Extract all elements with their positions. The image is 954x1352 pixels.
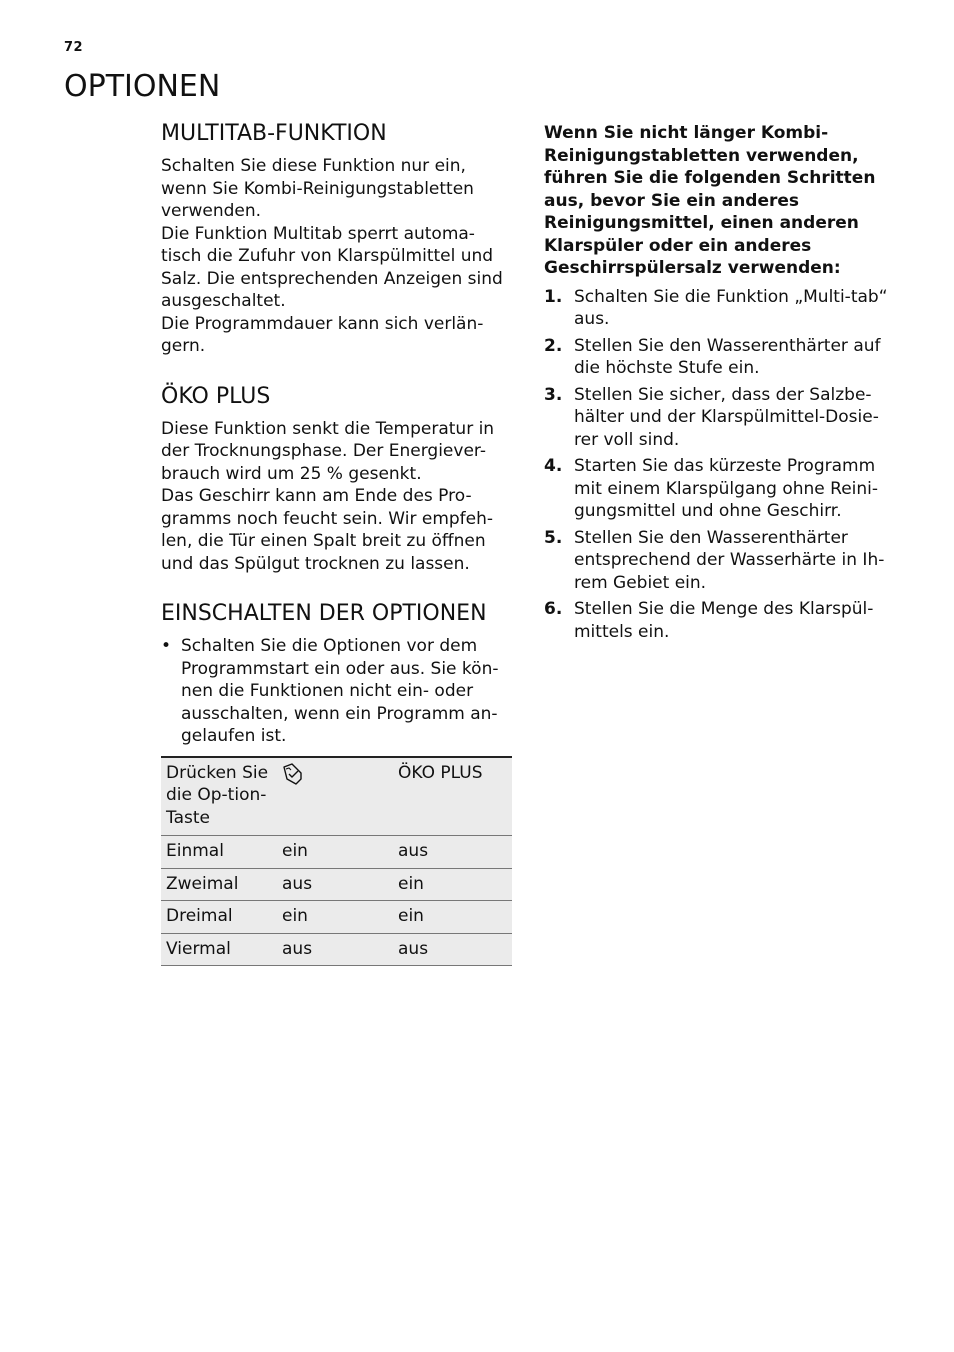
table-header-row: [161, 757, 512, 836]
options-table: [161, 756, 512, 967]
table-cell: ein: [277, 901, 393, 934]
step-number: 4.: [544, 456, 563, 476]
right-column: [544, 122, 896, 647]
table-row: [161, 933, 512, 966]
step-text: Stellen Sie den Wasserenthärter auf die höchste Stufe ein.: [574, 335, 881, 378]
table-header-cell: Drücken Sie die Op-tion-Taste: [161, 757, 277, 836]
table-cell: aus: [277, 933, 393, 966]
einschalten-list: [161, 635, 512, 748]
step-item: [544, 286, 896, 331]
table-header-cell: [277, 757, 393, 836]
table-row: [161, 868, 512, 901]
step-item: [544, 598, 896, 643]
table-row: [161, 836, 512, 869]
table-cell: ein: [277, 836, 393, 869]
step-number: 5.: [544, 527, 563, 548]
step-number: 1.: [544, 286, 563, 307]
step-item: [544, 527, 896, 595]
einschalten-section: [161, 600, 512, 966]
table-cell: Zweimal: [161, 868, 277, 901]
step-item: [544, 384, 896, 452]
step-number: 2.: [544, 335, 563, 356]
multitab-paragraph: Schalten Sie diese Funktion nur ein, wenn Sie Kombi-Reinigungstabletten verwenden.: [161, 156, 474, 221]
table-cell: Viermal: [161, 933, 277, 966]
table-cell: Einmal: [161, 836, 277, 869]
table-cell: Dreimal: [161, 901, 277, 934]
steps-list: [544, 286, 896, 644]
table-header-cell: ÖKO PLUS: [393, 757, 512, 836]
table-cell: ein: [393, 868, 512, 901]
multitab-paragraph: Die Funktion Multitab sperrt automa-tisch die Zufuhr von Klarspülmittel und Salz. Die entsprechenden Anzeigen sind ausgeschaltet.: [161, 223, 503, 311]
step-text: Stellen Sie sicher, dass der Salzbe-hälter und der Klarspülmittel-Dosie-rer voll sind.: [574, 384, 879, 450]
step-text: Stellen Sie den Wasserenthärter entsprechend der Wasserhärte in Ih-rem Gebiet ein.: [574, 527, 885, 593]
step-number: 3.: [544, 384, 563, 405]
oeko-plus-section: [161, 383, 512, 576]
list-item: [161, 635, 512, 748]
table-cell: aus: [393, 836, 512, 869]
multitab-section: [161, 120, 512, 358]
left-column: [161, 120, 512, 966]
step-text: Schalten Sie die Funktion „Multi-tab“ aus.: [574, 286, 888, 329]
step-text: Stellen Sie die Menge des Klarspül-mittels ein.: [574, 599, 874, 642]
table-row: [161, 901, 512, 934]
oeko-plus-paragraph: Diese Funktion senkt die Temperatur in der Trocknungsphase. Der Energiever-brauch wird um 25 % gesenkt.: [161, 418, 495, 484]
step-text: Starten Sie das kürzeste Programm mit einem Klarspülgang ohne Reini-gungsmittel und ohne Geschirr.: [574, 456, 879, 521]
oeko-plus-heading: ÖKO PLUS: [161, 383, 271, 409]
instructions-intro: Wenn Sie nicht länger Kombi-Reinigungstabletten verwenden, führen Sie die folgenden Schritten aus, bevor Sie ein anderes Reinigungsmittel, einen anderen Klarspüler oder ein anderes Geschirrspülersalz verwenden:: [544, 123, 876, 278]
step-item: [544, 455, 896, 523]
table-cell: aus: [277, 868, 393, 901]
table-cell: aus: [393, 933, 512, 966]
table-cell: ein: [393, 901, 512, 934]
page-number: 72: [64, 40, 84, 55]
oeko-plus-paragraph: Das Geschirr kann am Ende des Pro-gramms noch feucht sein. Wir empfeh-len, die Tür einen Spalt breit zu öffnen und das Spülgut trocknen zu lassen.: [161, 486, 494, 574]
list-item-text: Schalten Sie die Optionen vor dem Programmstart ein oder aus. Sie kön-nen die Funktionen nicht ein- oder ausschalten, wenn ein Programm an-gelaufen ist.: [181, 636, 499, 746]
step-item: [544, 335, 896, 380]
multitab-icon: [282, 762, 388, 786]
bullet-dot: •: [161, 636, 172, 656]
step-number: 6.: [544, 599, 563, 619]
multitab-heading: MULTITAB-FUNKTION: [161, 121, 387, 146]
page-title: OPTIONEN: [64, 69, 221, 104]
einschalten-heading: EINSCHALTEN DER OPTIONEN: [161, 601, 487, 626]
multitab-paragraph: Die Programmdauer kann sich verlän-gern.: [161, 313, 484, 356]
